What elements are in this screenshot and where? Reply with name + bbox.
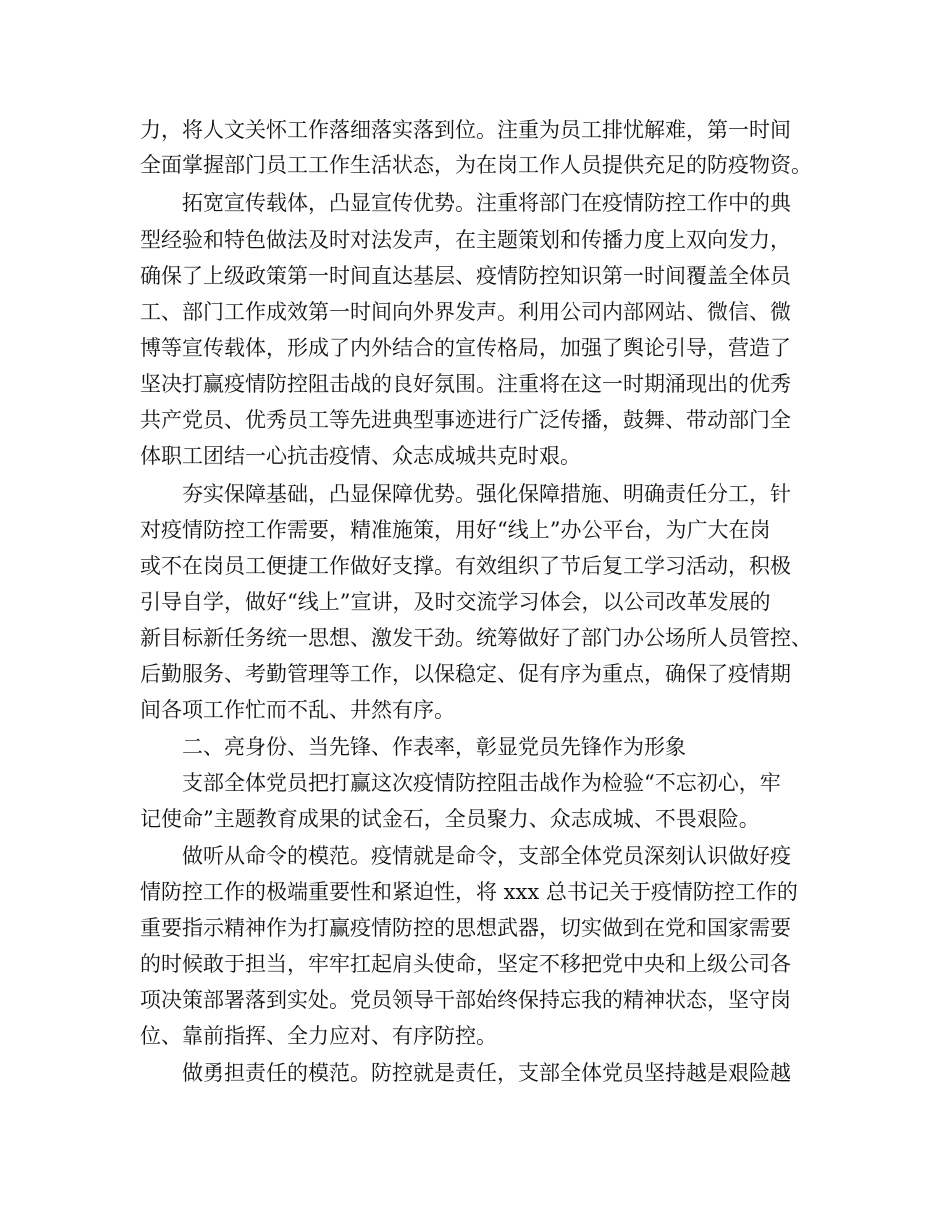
paragraph-line: 记使命”主题教育成果的试金石，全员聚力、众志成城、不畏艰险。: [140, 807, 760, 831]
paragraph-line: 做勇担责任的模范。防控就是责任，支部全体党员坚持越是艰险越: [182, 1061, 791, 1085]
paragraph-line: 重要指示精神作为打赢疫情防控的思想武器，切实做到在党和国家需要: [140, 916, 791, 940]
paragraph-line: 对疫情防控工作需要，精准施策，用好“线上”办公平台，为广大在岗: [140, 518, 771, 542]
paragraph-line: 支部全体党员把打赢这次疫情防控阻击战作为检验“不忘初心，牢: [182, 771, 781, 795]
paragraph-line: 力，将人文关怀工作落细落实落到位。注重为员工排忧解难，第一时间: [140, 118, 791, 142]
paragraph-line: 情防控工作的极端重要性和紧迫性，将 xxx 总书记关于疫情防控工作的: [140, 880, 798, 904]
paragraph-line: 新目标新任务统一思想、激发干劲。统筹做好了部门办公场所人员管控、: [140, 626, 812, 650]
section-heading: 二、亮身份、当先锋、作表率，彰显党员先锋作为形象: [182, 735, 686, 759]
paragraph-line: 博等宣传载体，形成了内外结合的宣传格局，加强了舆论引导，营造了: [140, 336, 791, 360]
paragraph-line: 拓宽宣传载体，凸显宣传优势。注重将部门在疫情防控工作中的典: [182, 191, 791, 215]
paragraph-line: 的时候敢于担当，牢牢扛起肩头使命，坚定不移把党中央和上级公司各: [140, 952, 791, 976]
paragraph-line: 体职工团结一心抗击疫情、众志成城共克时艰。: [140, 444, 581, 468]
paragraph-line: 项决策部署落到实处。党员领导干部始终保持忘我的精神状态，坚守岗: [140, 988, 791, 1012]
paragraph-line: 共产党员、优秀员工等先进典型事迹进行广泛传播，鼓舞、带动部门全: [140, 408, 791, 432]
paragraph-line: 全面掌握部门员工工作生活状态，为在岗工作人员提供充足的防疫物资。: [140, 153, 812, 177]
paragraph-line: 夯实保障基础，凸显保障优势。强化保障措施、明确责任分工，针: [182, 482, 791, 506]
paragraph-line: 型经验和特色做法及时对法发声，在主题策划和传播力度上双向发力，: [140, 228, 791, 252]
paragraph-line: 做听从命令的模范。疫情就是命令，支部全体党员深刻认识做好疫: [182, 844, 791, 868]
paragraph-line: 位、靠前指挥、全力应对、有序防控。: [140, 1024, 497, 1048]
paragraph-line: 坚决打赢疫情防控阻击战的良好氛围。注重将在这一时期涌现出的优秀: [140, 372, 791, 396]
paragraph-line: 工、部门工作成效第一时间向外界发声。利用公司内部网站、微信、微: [140, 300, 791, 324]
paragraph-line: 间各项工作忙而不乱、井然有序。: [140, 698, 455, 722]
paragraph-line: 后勤服务、考勤管理等工作，以保稳定、促有序为重点，确保了疫情期: [140, 662, 791, 686]
paragraph-line: 确保了上级政策第一时间直达基层、疫情防控知识第一时间覆盖全体员: [140, 264, 791, 288]
paragraph-line: 或不在岗员工便捷工作做好支撑。有效组织了节后复工学习活动，积极: [140, 554, 791, 578]
paragraph-line: 引导自学，做好“线上”宣讲，及时交流学习体会，以公司改革发展的: [140, 590, 771, 614]
